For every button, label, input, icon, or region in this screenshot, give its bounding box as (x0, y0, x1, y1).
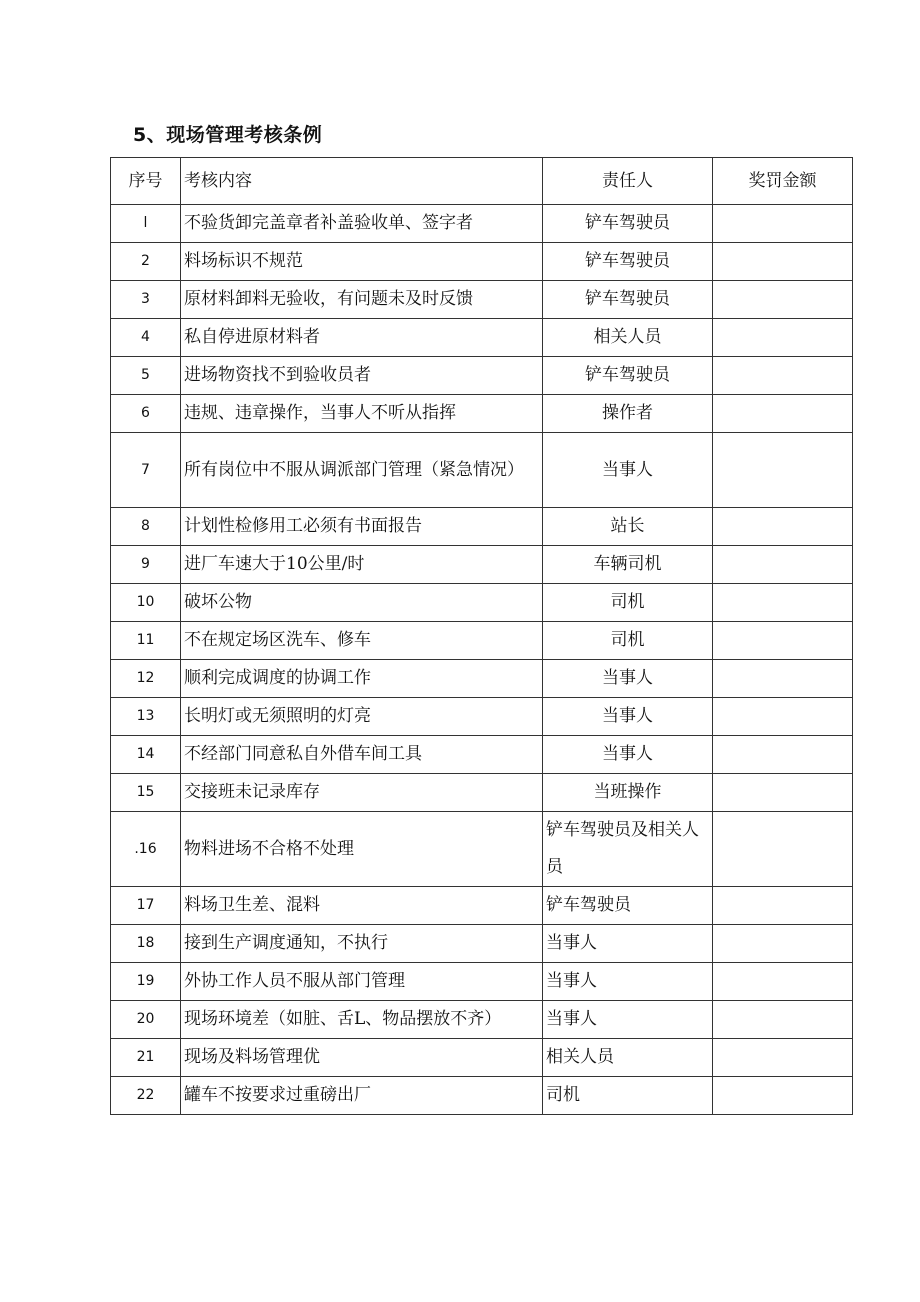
row-number: 12 (111, 660, 181, 698)
row-number: 10 (111, 584, 181, 622)
row-content: 不验货卸完盖章者补盖验收单、签字者 (181, 205, 543, 243)
row-amount (713, 433, 853, 508)
row-amount (713, 622, 853, 660)
header-no: 序号 (111, 158, 181, 205)
row-content: 交接班未记录库存 (181, 774, 543, 812)
row-amount (713, 243, 853, 281)
row-amount (713, 698, 853, 736)
row-content: 不经部门同意私自外借车间工具 (181, 736, 543, 774)
row-content: 原材料卸料无验收，有问题未及时反馈 (181, 281, 543, 319)
row-responsible: 司机 (543, 622, 713, 660)
row-responsible: 铲车驾驶员 (543, 281, 713, 319)
table-row (111, 205, 853, 243)
row-content: 破坏公物 (181, 584, 543, 622)
row-content: 长明灯或无须照明的灯亮 (181, 698, 543, 736)
row-amount (713, 1001, 853, 1039)
table-row (111, 887, 853, 925)
row-content: 不在规定场区洗车、修车 (181, 622, 543, 660)
table-row (111, 963, 853, 1001)
row-responsible: 司机 (543, 584, 713, 622)
row-number: 8 (111, 508, 181, 546)
row-number: .16 (111, 812, 181, 887)
row-number: 3 (111, 281, 181, 319)
row-content: 现场环境差（如脏、舌L、物品摆放不齐） (181, 1001, 543, 1039)
row-content: 进厂车速大于10公里/时 (181, 546, 543, 584)
row-amount (713, 887, 853, 925)
row-content: 所有岗位中不服从调派部门管理（紧急情况） (181, 433, 543, 508)
row-amount (713, 963, 853, 1001)
row-number: 20 (111, 1001, 181, 1039)
header-amount: 奖罚金额 (713, 158, 853, 205)
row-number: l (111, 205, 181, 243)
row-number: 19 (111, 963, 181, 1001)
table-row (111, 319, 853, 357)
row-content: 料场卫生差、混料 (181, 887, 543, 925)
row-responsible: 铲车驾驶员 (543, 887, 713, 925)
row-content: 顺利完成调度的协调工作 (181, 660, 543, 698)
table-row (111, 698, 853, 736)
row-amount (713, 774, 853, 812)
row-amount (713, 1077, 853, 1115)
row-responsible: 站长 (543, 508, 713, 546)
row-amount (713, 546, 853, 584)
table-row (111, 660, 853, 698)
row-responsible: 当事人 (543, 1001, 713, 1039)
row-amount (713, 812, 853, 887)
row-responsible: 当班操作 (543, 774, 713, 812)
row-amount (713, 736, 853, 774)
row-amount (713, 357, 853, 395)
row-responsible: 相关人员 (543, 1039, 713, 1077)
row-responsible: 当事人 (543, 925, 713, 963)
row-content: 接到生产调度通知，不执行 (181, 925, 543, 963)
row-amount (713, 1039, 853, 1077)
table-row (111, 736, 853, 774)
row-number: 13 (111, 698, 181, 736)
row-content: 现场及料场管理优 (181, 1039, 543, 1077)
row-number: 11 (111, 622, 181, 660)
row-responsible: 当事人 (543, 660, 713, 698)
table-row (111, 546, 853, 584)
row-content: 物料进场不合格不处理 (181, 812, 543, 887)
row-amount (713, 395, 853, 433)
table-body (111, 205, 853, 1115)
row-number: 18 (111, 925, 181, 963)
row-responsible: 当事人 (543, 736, 713, 774)
row-amount (713, 584, 853, 622)
row-content: 违规、违章操作，当事人不听从指挥 (181, 395, 543, 433)
table-row (111, 584, 853, 622)
table-row (111, 1001, 853, 1039)
row-content: 私自停进原材料者 (181, 319, 543, 357)
row-amount (713, 925, 853, 963)
table-row (111, 1039, 853, 1077)
table-row (111, 243, 853, 281)
row-responsible: 车辆司机 (543, 546, 713, 584)
row-number: 4 (111, 319, 181, 357)
row-amount (713, 205, 853, 243)
table-row (111, 774, 853, 812)
row-responsible: 当事人 (543, 698, 713, 736)
assessment-table (110, 157, 853, 1115)
row-number: 21 (111, 1039, 181, 1077)
table-row (111, 281, 853, 319)
row-responsible: 铲车驾驶员 (543, 205, 713, 243)
table-row (111, 433, 853, 508)
row-responsible: 司机 (543, 1077, 713, 1115)
table-row (111, 395, 853, 433)
row-content: 外协工作人员不服从部门管理 (181, 963, 543, 1001)
row-number: 5 (111, 357, 181, 395)
row-content: 计划性检修用工必须有书面报告 (181, 508, 543, 546)
row-number: 14 (111, 736, 181, 774)
row-number: 22 (111, 1077, 181, 1115)
row-number: 15 (111, 774, 181, 812)
section-title: 5、现场管理考核条例 (133, 124, 323, 146)
table-row (111, 812, 853, 887)
row-number: 2 (111, 243, 181, 281)
row-content: 料场标识不规范 (181, 243, 543, 281)
table-row (111, 622, 853, 660)
table-row (111, 357, 853, 395)
header-responsible: 责任人 (543, 158, 713, 205)
row-amount (713, 508, 853, 546)
row-responsible: 铲车驾驶员 (543, 243, 713, 281)
row-number: 7 (111, 433, 181, 508)
row-responsible: 相关人员 (543, 319, 713, 357)
row-number: 9 (111, 546, 181, 584)
row-responsible: 当事人 (543, 963, 713, 1001)
table-row (111, 1077, 853, 1115)
row-amount (713, 281, 853, 319)
row-content: 进场物资找不到验收员者 (181, 357, 543, 395)
row-responsible: 当事人 (543, 433, 713, 508)
row-amount (713, 660, 853, 698)
table-header-row (111, 158, 853, 205)
row-responsible: 铲车驾驶员及相关人员 (543, 812, 713, 887)
table-row (111, 508, 853, 546)
header-content: 考核内容 (181, 158, 543, 205)
row-responsible: 铲车驾驶员 (543, 357, 713, 395)
row-number: 17 (111, 887, 181, 925)
table-row (111, 925, 853, 963)
row-content: 罐车不按要求过重磅出厂 (181, 1077, 543, 1115)
row-number: 6 (111, 395, 181, 433)
row-amount (713, 319, 853, 357)
row-responsible: 操作者 (543, 395, 713, 433)
